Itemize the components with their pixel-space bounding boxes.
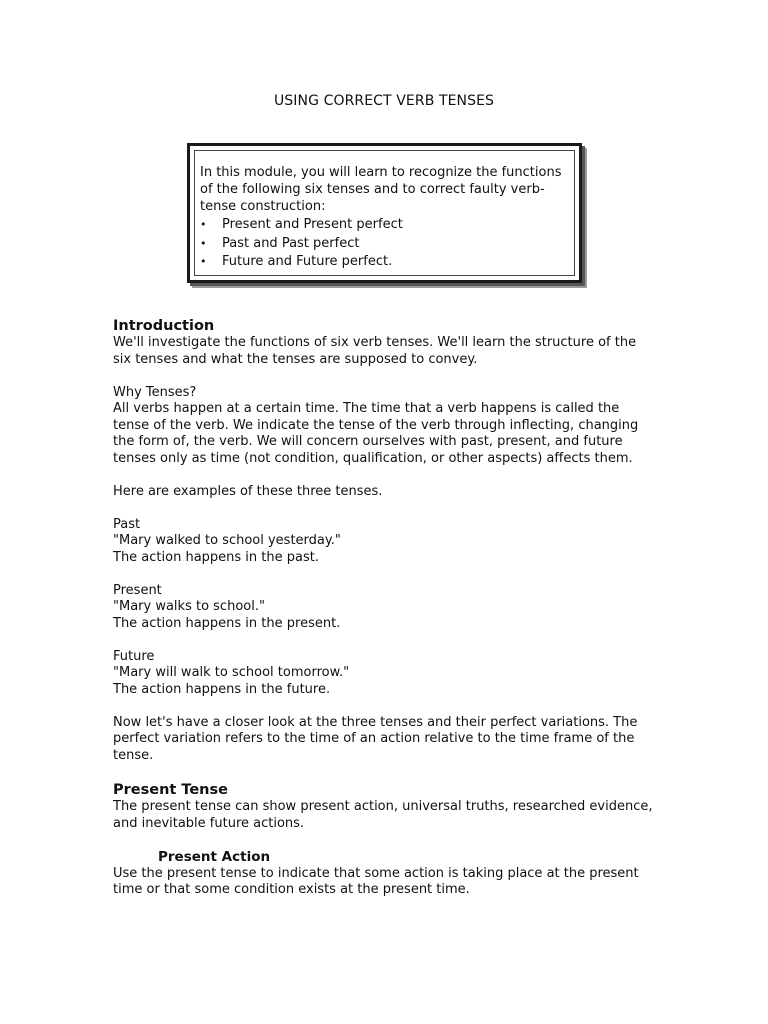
- list-item-text: Present and Present perfect: [222, 217, 403, 232]
- introduction-heading: Introduction: [113, 318, 215, 334]
- example-future-quote: "Mary will walk to school tomorrow.": [113, 665, 350, 680]
- list-item: [200, 253, 566, 272]
- list-item: [200, 216, 566, 235]
- list-item-text: Past and Past perfect: [222, 235, 360, 251]
- bullet-icon: •: [200, 255, 207, 268]
- why-tenses-heading: Why Tenses?: [113, 384, 197, 400]
- present-tense-heading: Present Tense: [113, 782, 228, 798]
- example-past-quote: "Mary walked to school yesterday.": [113, 533, 341, 548]
- why-tenses-paragraph: All verbs happen at a certain time. The time that a verb happens is called the tense of the verb. We indicate the tense of the verb through inflecting, changing the form of, the verb. We will concern ourselves with past, present, and future tenses only as time (not condition, qualification, or other aspects) affects them.: [113, 401, 639, 466]
- module-objectives-list: [200, 216, 566, 272]
- introduction-paragraph: We'll investigate the functions of six verb tenses. We'll learn the structure of the six tenses and what the tenses are supposed to convey.: [113, 335, 637, 367]
- closer-look-paragraph: Now let's have a closer look at the three tenses and their perfect variations. The perfect variation refers to the time of an action relative to the time frame of the tense.: [113, 714, 638, 763]
- example-past-label: Past: [113, 516, 141, 532]
- present-action-heading: Present Action: [158, 848, 271, 865]
- present-action-paragraph: Use the present tense to indicate that some action is taking place at the present time or that some condition exists at the present time.: [113, 865, 639, 897]
- example-present-quote: "Mary walks to school.": [113, 599, 265, 614]
- example-future-explanation: The action happens in the future.: [113, 681, 331, 697]
- module-intro-text: In this module, you will learn to recognize the functions of the following six tenses and to correct faulty verb-tense construction:: [200, 165, 562, 214]
- list-item-text: Future and Future perfect.: [222, 254, 393, 269]
- examples-intro-paragraph: Here are examples of these three tenses.: [113, 483, 383, 499]
- example-present-label: Present: [113, 582, 162, 598]
- example-past-explanation: The action happens in the past.: [113, 549, 319, 565]
- page-title: USING CORRECT VERB TENSES: [273, 93, 495, 109]
- example-future-label: Future: [113, 648, 155, 664]
- example-present-explanation: The action happens in the present.: [113, 615, 341, 631]
- list-item: [200, 235, 566, 254]
- module-objectives-inner: [194, 150, 575, 276]
- module-objectives-box: [187, 143, 582, 283]
- bullet-icon: •: [200, 236, 207, 250]
- present-tense-paragraph: The present tense can show present action, universal truths, researched evidence, and inevitable future actions.: [113, 799, 653, 831]
- bullet-icon: •: [200, 218, 207, 231]
- document-body: [113, 317, 653, 899]
